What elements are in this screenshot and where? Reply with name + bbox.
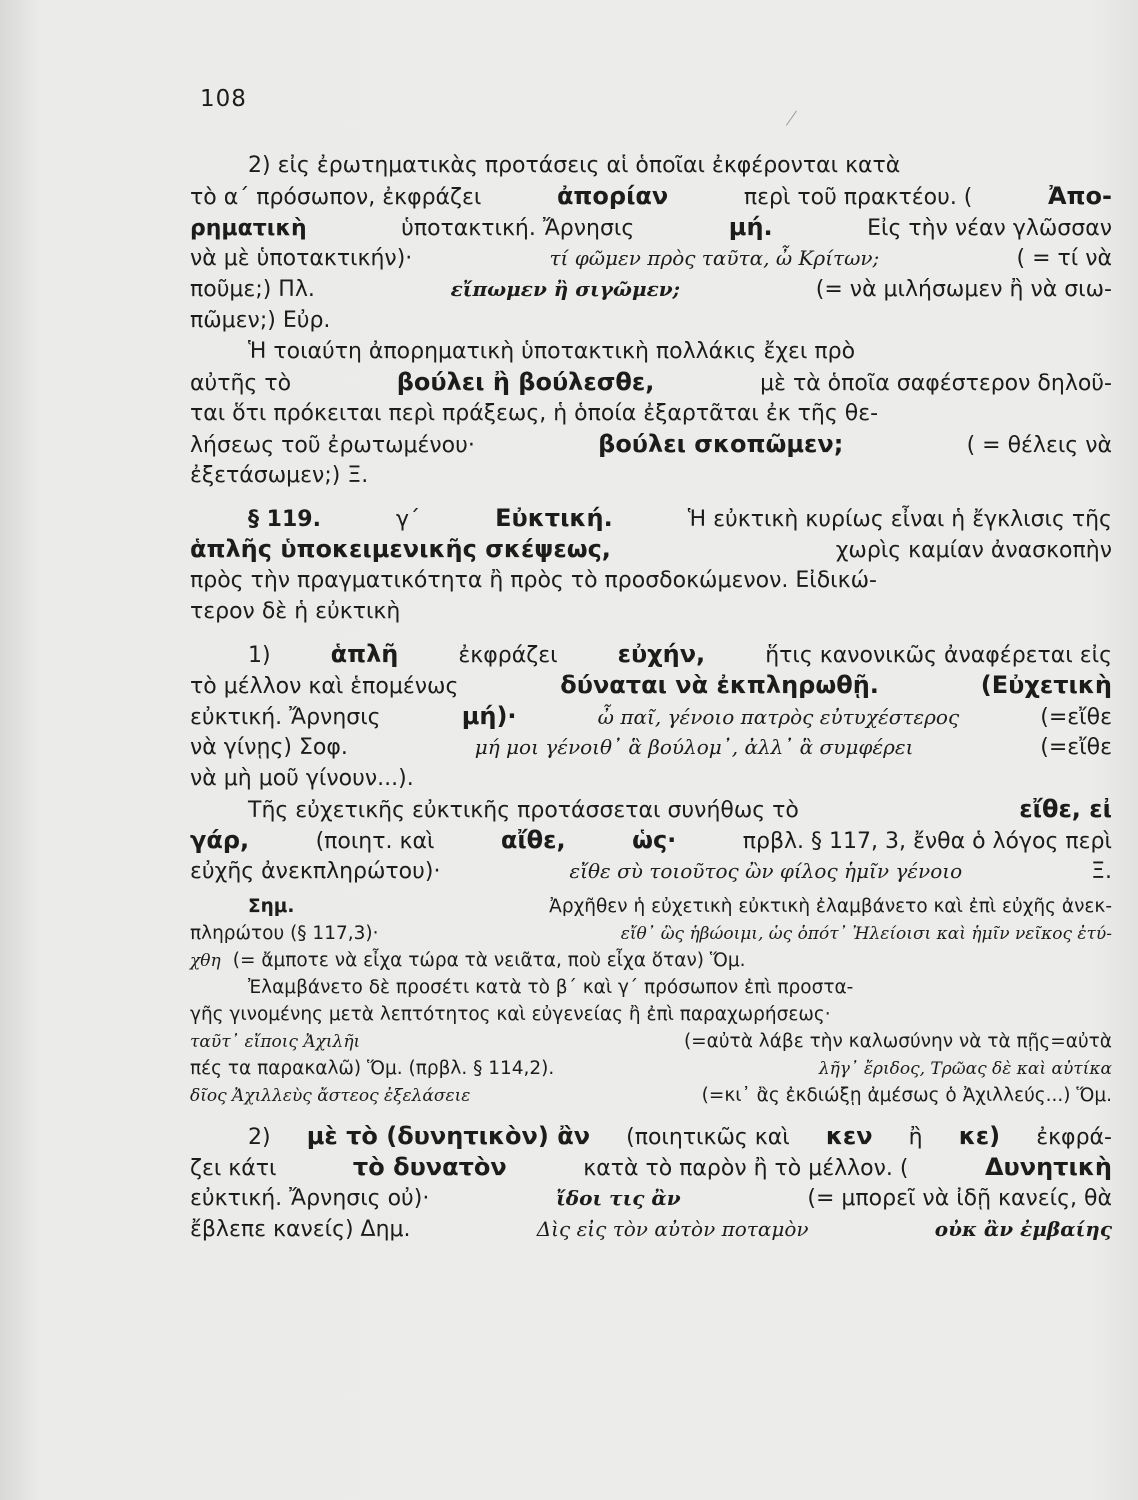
text-segment: λῆγ᾽ ἔριδος, Τρῶας δὲ καὶ αὐτίκα (818, 1059, 1112, 1079)
text-segment: τί φῶμεν πρὸς ταῦτα, ὦ Κρίτων; (549, 246, 880, 270)
text-segment: ἥτις κανονικῶς ἀναφέρεται εἰς (765, 643, 1112, 668)
text-line (190, 794, 1112, 825)
text-segment: ταῦτ᾽ εἴποις Ἀχιλῆι (190, 1032, 361, 1052)
pencil-mark (786, 110, 805, 131)
text-line (190, 150, 1112, 181)
text-segment: πές τα παρακαλῶ) Ὅμ. (πρβλ. § 114,2). (190, 1058, 555, 1079)
text-segment: νὰ γίνῃς) Σοφ. (190, 735, 348, 760)
text-segment: εἴθε, εἰ (1019, 795, 1112, 823)
text-line (190, 893, 1112, 920)
text-segment: ( = τί νὰ (1016, 246, 1112, 271)
text-segment: αἴθε, (500, 826, 566, 854)
text-line (190, 212, 1112, 243)
text-segment: νὰ μὲ ὑποτακτικήν)· (190, 246, 413, 271)
text-segment: δύναται νὰ ἐκπληρωθῇ. (560, 671, 879, 699)
text-line (190, 701, 1112, 732)
text-segment: τὸ α΄ πρόσωπον, ἐκφράζει (190, 185, 482, 210)
text-segment: αὐτῆς τὸ (190, 371, 292, 396)
text-segment: περὶ τοῦ πρακτέου. ( (743, 185, 973, 210)
text-segment: εὐχῆς ἀνεκπληρώτου)· (190, 859, 441, 884)
text-segment: εὐχήν, (617, 640, 706, 668)
text-line (190, 856, 1112, 887)
text-segment: ὦ παῖ, γένοιο πατρὸς εὐτυχέστερος (597, 705, 960, 729)
text-segment: Ἡ τοιαύτη ἀπορηματικὴ ὑποτακτικὴ πολλάκις ἔχει πρὸ (248, 339, 856, 364)
text-segment: λήσεως τοῦ ἐρωτωμένου· (190, 433, 475, 458)
text-line (190, 429, 1112, 460)
text-segment: οὐκ ἂν ἐμβαίης (934, 1217, 1112, 1241)
text-segment: (=εἴθε (1040, 735, 1112, 760)
text-segment: ἐξετάσωμεν;) Ξ. (190, 463, 369, 488)
main-text-block (190, 150, 1112, 887)
text-line (190, 732, 1112, 763)
text-segment: μὲ τὸ (δυνητικὸν) ἂν (306, 1122, 591, 1150)
text-segment: κε) (958, 1122, 1001, 1150)
text-line (190, 1028, 1112, 1055)
text-segment: κεν (825, 1122, 873, 1150)
text-segment: μή)· (461, 702, 517, 730)
text-segment: Ἡ εὐκτικὴ κυρίως εἶναι ἡ ἔγκλισις τῆς (687, 507, 1112, 532)
text-line (190, 398, 1112, 429)
text-segment: Ἀρχῆθεν ἡ εὐχετικὴ εὐκτικὴ ἐλαμβάνετο καὶ ἐπὶ εὐχῆς ἀνεκ- (549, 896, 1112, 917)
text-line (190, 825, 1112, 856)
text-segment: πληρώτου (§ 117,3)· (190, 923, 379, 944)
text-segment: δῖος Ἀχιλλεὺς ἄστεος ἐξελάσειε (190, 1086, 471, 1106)
page-number: 108 (200, 86, 247, 112)
text-line (190, 1082, 1112, 1109)
text-line (190, 367, 1112, 398)
text-segment: μὲ τὰ ὁποῖα σαφέστερον δηλοῦ- (760, 371, 1112, 396)
text-line (190, 534, 1112, 565)
text-segment: γ΄ (396, 507, 421, 532)
text-line (190, 305, 1112, 336)
text-segment: ρηματικὴ (190, 216, 307, 241)
text-segment: (Εὐχετικὴ (980, 671, 1112, 699)
text-segment: ἔβλεπε κανείς) Δημ. (190, 1217, 411, 1242)
text-line (190, 920, 1112, 947)
text-line (190, 1055, 1112, 1082)
text-segment: Ἀπο- (1047, 182, 1112, 210)
text-line (190, 181, 1112, 212)
text-segment: ἁπλῆς ὑποκειμενικῆς σκέψεως, (190, 535, 611, 563)
text-segment: χωρὶς καμίαν ἀνασκοπὴν (835, 538, 1112, 563)
text-segment: βούλει ἢ βούλεσθε, (396, 368, 655, 396)
text-segment: ται ὅτι πρόκειται περὶ πράξεως, ἡ ὁποία ἐξαρτᾶται ἐκ τῆς θε- (190, 401, 879, 426)
text-segment: 2) εἰς ἐρωτηματικὰς προτάσεις αἱ ὁποῖαι ἐκφέρονται κατὰ (248, 153, 901, 178)
text-segment: Σημ. (248, 896, 295, 917)
text-segment: γάρ, (190, 826, 250, 854)
text-line (190, 596, 1112, 627)
text-segment: ἴδοι τις ἂν (556, 1186, 681, 1210)
text-segment: Ξ. (1091, 859, 1112, 884)
text-line (190, 243, 1112, 274)
text-line (190, 670, 1112, 701)
text-segment: (=κι᾽ ἂς ἐκδιώξῃ ἀμέσως ὁ Ἀχιλλεύς...) Ὅμ. (701, 1085, 1112, 1106)
text-line (190, 974, 1112, 1001)
text-segment: εἴθε σὺ τοιοῦτος ὢν φίλος ἡμῖν γένοιο (569, 859, 963, 883)
text-line (190, 503, 1112, 534)
text-segment: ἐκφράζει (458, 643, 558, 668)
text-line (190, 1152, 1112, 1183)
text-segment: εἴθ᾽ ὣς ἡβώοιμι, ὡς ὁπότ᾽ Ἠλείοισι καὶ ἡμῖν νεῖκος ἐτύ- (620, 924, 1112, 944)
text-segment: (=αὐτὰ λάβε τὴν καλωσύνην νὰ τὰ πῇς=αὐτὰ (683, 1031, 1112, 1052)
text-segment: ἀπορίαν (556, 182, 669, 210)
text-segment: ποῦμε;) Πλ. (190, 277, 315, 302)
text-line (190, 639, 1112, 670)
text-segment: ἐκφρά- (1036, 1125, 1112, 1150)
text-segment: (= μπορεῖ νὰ ἰδῇ κανείς, θὰ (807, 1186, 1112, 1211)
text-segment: εἴπωμεν ἢ σιγῶμεν; (450, 277, 681, 301)
text-segment: πρβλ. § 117, 3, ἔνθα ὁ λόγος περὶ (742, 829, 1112, 854)
text-segment: ( = θέλεις νὰ (966, 433, 1112, 458)
text-line (190, 565, 1112, 596)
text-segment: τὸ δυνατὸν (352, 1153, 507, 1181)
text-segment: πῶμεν;) Εὐρ. (190, 308, 331, 333)
text-segment: Δυνητικὴ (984, 1153, 1112, 1181)
text-segment: ἁπλῆ (330, 640, 399, 668)
text-segment: μή. (728, 213, 773, 241)
text-segment: ὑποτακτική. Ἄρνησις (401, 216, 635, 241)
text-segment: § 119. (248, 507, 321, 532)
text-segment: (ποιητ. καὶ (315, 829, 435, 854)
text-segment: (=εἴθε (1040, 705, 1112, 730)
text-line (190, 763, 1112, 794)
text-segment: 1) (248, 643, 271, 668)
text-segment: (= ἄμποτε νὰ εἶχα τώρα τὰ νειᾶτα, ποὺ εἶχα ὅταν) Ὅμ. (232, 950, 746, 971)
text-segment: ὡς· (632, 826, 677, 854)
text-line (190, 460, 1112, 491)
text-segment: Δὶς εἰς τὸν αὐτὸν ποταμὸν (536, 1217, 809, 1241)
text-segment: Εἰς τὴν νέαν γλῶσσαν (867, 216, 1112, 241)
body-text (190, 150, 1112, 1245)
text-segment: ἢ (908, 1125, 923, 1150)
text-segment: εὐκτική. Ἄρνησις οὐ)· (190, 1186, 430, 1211)
text-segment: χθη (190, 951, 221, 971)
text-segment: γῆς γινομένης μετὰ λεπτότητος καὶ εὐγενείας ἢ ἐπὶ παραχωρήσεως· (190, 1004, 831, 1025)
text-segment: 2) (248, 1125, 271, 1150)
text-segment: εὐκτική. Ἄρνησις (190, 705, 381, 730)
text-line (190, 1183, 1112, 1214)
text-segment: νὰ μὴ μοῦ γίνουν...). (190, 766, 414, 791)
text-segment: κατὰ τὸ παρὸν ἢ τὸ μέλλον. ( (583, 1156, 909, 1181)
text-segment: ζει κάτι (190, 1156, 277, 1181)
note-block (190, 893, 1112, 1109)
text-line (190, 1121, 1112, 1152)
text-segment: Τῆς εὐχετικῆς εὐκτικῆς προτάσσεται συνήθως τὸ (248, 798, 799, 823)
text-segment: (= νὰ μιλήσωμεν ἢ νὰ σιω- (815, 277, 1112, 302)
text-segment: Ἐλαμβάνετο δὲ προσέτι κατὰ τὸ β΄ καὶ γ΄ πρόσωπον ἐπὶ προστα- (248, 977, 854, 998)
text-line (190, 336, 1112, 367)
text-line (190, 274, 1112, 305)
text-segment: πρὸς τὴν πραγματικότητα ἢ πρὸς τὸ προσδοκώμενον. Εἰδικώ- (190, 568, 877, 593)
text-segment: τερον δὲ ἡ εὐκτικὴ (190, 599, 401, 624)
tail-text-block (190, 1121, 1112, 1245)
text-segment: μή μοι γένοιθ᾽ ἃ βούλομ᾽, ἀλλ᾽ ἃ συμφέρει (474, 735, 914, 759)
text-line (190, 1001, 1112, 1028)
text-segment: βούλει σκοπῶμεν; (598, 430, 844, 458)
text-line (190, 1214, 1112, 1245)
text-segment: Εὐκτική. (495, 504, 613, 532)
text-segment: τὸ μέλλον καὶ ἑπομένως (190, 674, 459, 699)
text-segment: (ποιητικῶς καὶ (626, 1125, 790, 1150)
text-line (190, 947, 1112, 974)
